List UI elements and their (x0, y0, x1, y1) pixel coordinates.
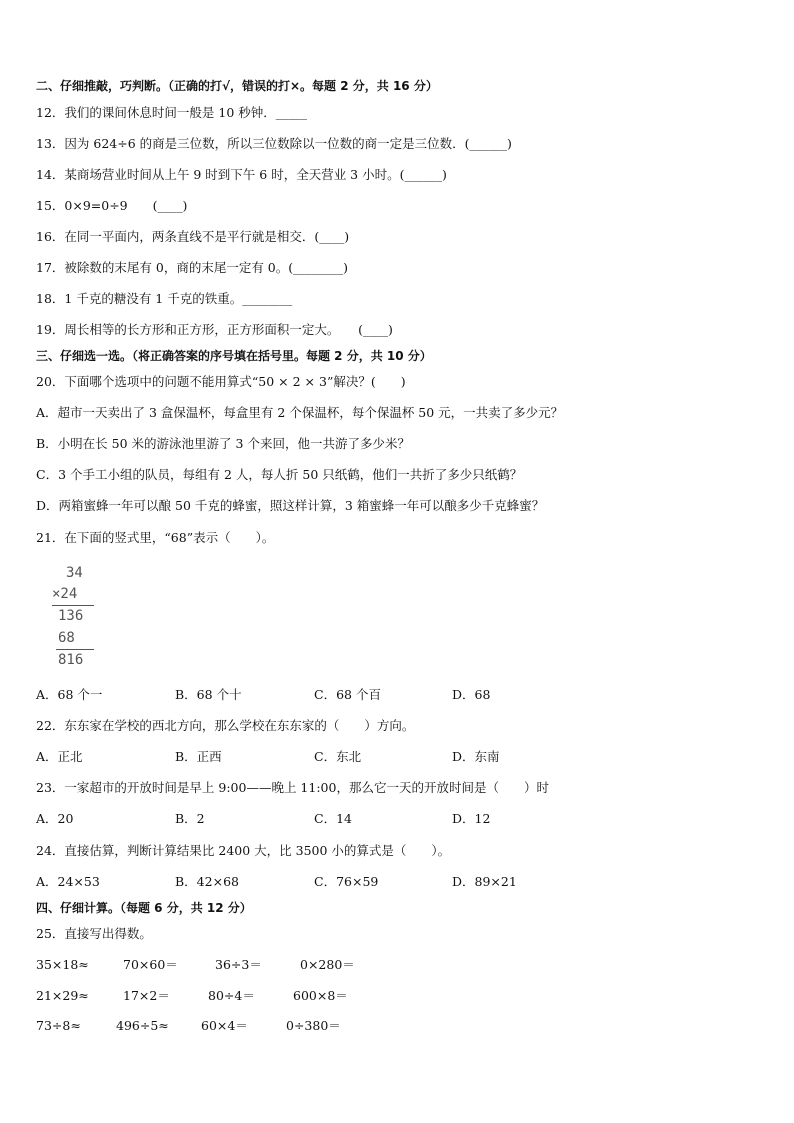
vertical-product: 816 (58, 652, 84, 668)
calc-3-1: 73÷8≈ (36, 1018, 81, 1033)
question-19: 19．周长相等的长方形和正方形，正方形面积一定大。 (____) (36, 322, 393, 337)
calc-2-1: 21×29≈ (36, 988, 89, 1003)
question-20-option-b: B．小明在长 50 米的游泳池里游了 3 个来回，他一共游了多少米？ (36, 436, 410, 451)
question-24-option-c: C．76×59 (314, 874, 379, 889)
calc-2-3: 80÷4＝ (208, 988, 255, 1003)
question-24-options (36, 873, 636, 891)
section4-heading: 四、仔细计算。（每题 6 分，共 12 分） (36, 901, 252, 915)
calc-1-2: 70×60＝ (123, 957, 178, 972)
calc-2-4: 600×8＝ (293, 988, 348, 1003)
question-22-option-d: D．东南 (452, 749, 500, 764)
calc-1-1: 35×18≈ (36, 957, 89, 972)
vertical-partial-1: 136 (58, 608, 84, 624)
calc-1-4: 0×280＝ (300, 957, 355, 972)
calc-3-4: 0÷380＝ (286, 1018, 341, 1033)
vertical-multiplier: ×24 (52, 586, 78, 602)
question-22-options (36, 748, 636, 766)
question-24-option-a: A．24×53 (36, 874, 100, 889)
question-24-option-d: D．89×21 (452, 874, 517, 889)
question-23-options (36, 810, 636, 828)
section2-heading: 二、仔细推敲，巧判断。（正确的打√，错误的打×。每题 2 分，共 16 分） (36, 79, 438, 93)
question-22-option-a: A．正北 (36, 749, 83, 764)
question-21-stem: 21．在下面的竖式里，“68”表示（ ）。 (36, 530, 275, 545)
question-22-option-b: B．正西 (175, 749, 222, 764)
question-24-stem: 24．直接估算，判断计算结果比 2400 大，比 3500 小的算式是（ ）。 (36, 843, 451, 858)
question-21-option-c: C．68 个百 (314, 687, 381, 702)
question-18: 18．1 千克的糖没有 1 千克的铁重。________ (36, 291, 293, 306)
calc-3-2: 496÷5≈ (116, 1018, 169, 1033)
question-23-option-a: A．20 (36, 811, 74, 826)
question-20-stem: 20．下面哪个选项中的问题不能用算式“50 × 2 × 3”解决？( ) (36, 374, 406, 389)
question-20-option-a: A．超市一天卖出了 3 盒保温杯，每盒里有 2 个保温杯，每个保温杯 50 元，一共卖了多少元？ (36, 405, 564, 420)
question-17: 17．被除数的末尾有 0，商的末尾一定有 0。(________) (36, 260, 349, 275)
question-16: 16．在同一平面内，两条直线不是平行就是相交．(____) (36, 229, 350, 244)
question-22-option-c: C．东北 (314, 749, 362, 764)
question-21-option-d: D．68 (452, 687, 491, 702)
question-21-option-b: B．68 个十 (175, 687, 242, 702)
question-13: 13．因为 624÷6 的商是三位数，所以三位数除以一位数的商一定是三位数．(______) (36, 136, 512, 151)
question-12: 12．我们的课间休息时间一般是 10 秒钟．_____ (36, 105, 308, 120)
question-21-options (36, 686, 636, 704)
question-14: 14．某商场营业时间从上午 9 时到下午 6 时，全天营业 3 小时。(______) (36, 167, 447, 182)
calc-3-3: 60×4＝ (201, 1018, 248, 1033)
question-23-option-d: D．12 (452, 811, 491, 826)
vertical-multiplicand: 34 (66, 565, 83, 581)
question-22-stem: 22．东东家在学校的西北方向，那么学校在东东家的（ ）方向。 (36, 718, 415, 733)
question-15: 15．0×9=0÷9 (____) (36, 198, 188, 213)
question-23-stem: 23．一家超市的开放时间是早上 9:00——晚上 11:00，那么它一天的开放时间是（ ）时 (36, 780, 549, 795)
vertical-partial-2: 68 (58, 630, 75, 646)
question-23-option-c: C．14 (314, 811, 352, 826)
question-24-option-b: B．42×68 (175, 874, 239, 889)
question-20-option-c: C．3 个手工小组的队员，每组有 2 人，每人折 50 只纸鹤，他们一共折了多少只纸鹤？ (36, 467, 523, 482)
calc-1-3: 36÷3＝ (215, 957, 262, 972)
calc-2-2: 17×2＝ (123, 988, 170, 1003)
question-21-option-a: A．68 个一 (36, 687, 103, 702)
section3-heading: 三、仔细选一选。（将正确答案的序号填在括号里。每题 2 分，共 10 分） (36, 349, 432, 363)
question-23-option-b: B．2 (175, 811, 205, 826)
question-20-option-d: D．两箱蜜蜂一年可以酿 50 千克的蜂蜜，照这样计算，3 箱蜜蜂一年可以酿多少千克蜂蜜？ (36, 498, 545, 513)
question-25-stem: 25．直接写出得数。 (36, 926, 152, 941)
